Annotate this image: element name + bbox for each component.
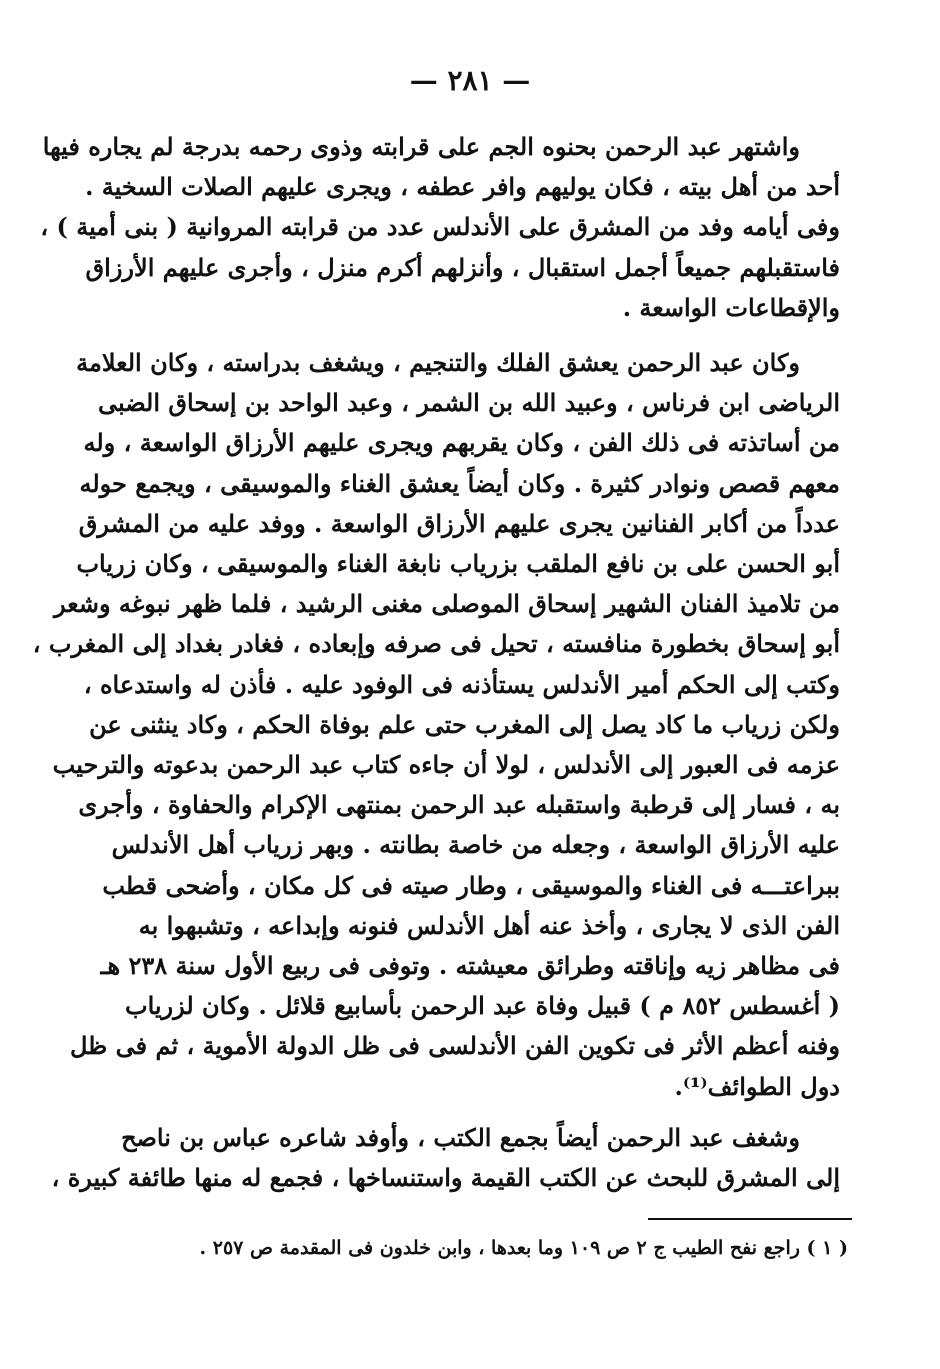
text-line: عليه الأرزاق الواسعة ، وجعله من خاصة بطانته . وبهر زرياب أهل الأندلس [111,830,840,860]
text-line: فاستقبلهم جميعاً أجمل استقبال ، وأنزلهم أكرم منزل ، وأجرى عليهم الأرزاق [85,252,840,282]
page-number: — ٢٨١ — [409,64,531,97]
text-line: وكتب إلى الحكم أمير الأندلس يستأذنه فى الوفود عليه . فأذن له واستدعاه ، [83,669,840,699]
text-line: والإقطاعات الواسعة . [622,292,840,322]
footnote: ( ١ ) راجع نفح الطيب ج ٢ ص ١٠٩ وما بعدها ، وابن خلدون فى المقدمة ص ٢٥٧ . [199,1237,848,1259]
text-line: وكان عبد الرحمن يعشق الفلك والتنجيم ، ويشغف بدراسته ، وكان العلامة [76,348,800,377]
footnote-separator [648,1218,852,1220]
text-line: به ، فسار إلى قرطبة واستقبله عبد الرحمن بمنتهى الإكرام والحفاوة ، وأجرى [78,790,840,820]
paragraph-2 [32,343,840,1107]
paragraph-1 [40,127,840,328]
paragraph-3 [51,1118,840,1198]
text-line: من تلاميذ الفنان الشهير إسحاق الموصلى مغنى الرشيد ، فلما ظهر نبوغه وشعر [54,589,840,619]
text-line: الفن الذى لا يجارى ، وأخذ عنه أهل الأندلس فنونه وإبداعه ، وتشبهوا به [138,910,840,940]
text-line: من أساتذته فى ذلك الفن ، وكان يقربهم ويجرى عليهم الأرزاق الواسعة ، وله [83,428,840,458]
text-line: إلى المشرق للبحث عن الكتب القيمة واستنساخها ، فجمع له منها طائفة كبيرة ، [51,1163,840,1193]
text-line: وفى أيامه وفد من المشرق على الأندلس عدد من قرابته المروانية ( بنى أمية ) ، [40,212,840,242]
text-line: معهم قصص ونوادر كثيرة . وكان أيضاً يعشق الغناء والموسيقى ، ويجمع حوله [79,468,840,498]
text-line: ( أغسطس ٨٥٢ م ) قبيل وفاة عبد الرحمن بأسابيع قلائل . وكان لزرياب [124,991,840,1021]
text-line: وفنه أعظم الأثر فى تكوين الفن الأندلسى فى ظل الدولة الأموية ، ثم فى ظل [70,1031,840,1061]
text-line: أبو إسحاق بخطورة منافسته ، تحيل فى صرفه وإبعاده ، فغادر بغداد إلى المغرب ، [32,629,840,659]
text-line: الرياضى ابن فرناس ، وعبيد الله بن الشمر ، وعبد الواحد بن إسحاق الضبى [98,388,840,418]
text-line: واشتهر عبد الرحمن بحنوه الجم على قرابته وذوى رحمه بدرجة لم يجاره فيها [42,132,800,161]
text-line: عزمه فى العبور إلى الأندلس ، لولا أن جاءه كتاب عبد الرحمن بدعوته والترحيب [52,750,840,780]
text-line: دول الطوائف⁽¹⁾. [674,1071,840,1101]
text-line: أبو الحسن على بن نافع الملقب بزرياب نابغة الغناء والموسيقى ، وكان زرياب [76,549,840,579]
text-line: عدداً من أكابر الفنانين يجرى عليهم الأرزاق الواسعة . ووفد عليه من المشرق [78,508,840,538]
text-line: وشغف عبد الرحمن أيضاً بجمع الكتب ، وأوفد شاعره عباس بن ناصح [121,1123,800,1152]
text-line: أحد من أهل بيته ، فكان يوليهم وافر عطفه ، ويجرى عليهم الصلات السخية . [85,172,840,202]
text-line: ببراعتـــه فى الغناء والموسيقى ، وطار صيته فى كل مكان ، وأضحى قطب [102,870,840,900]
text-line: فى مظاهر زيه وإناقته وطرائق معيشته . وتوفى فى ربيع الأول سنة ٢٣٨ هـ [100,951,840,981]
text-line: ولكن زرياب ما كاد يصل إلى المغرب حتى علم بوفاة الحكم ، وكاد ينثنى عن [89,709,840,739]
